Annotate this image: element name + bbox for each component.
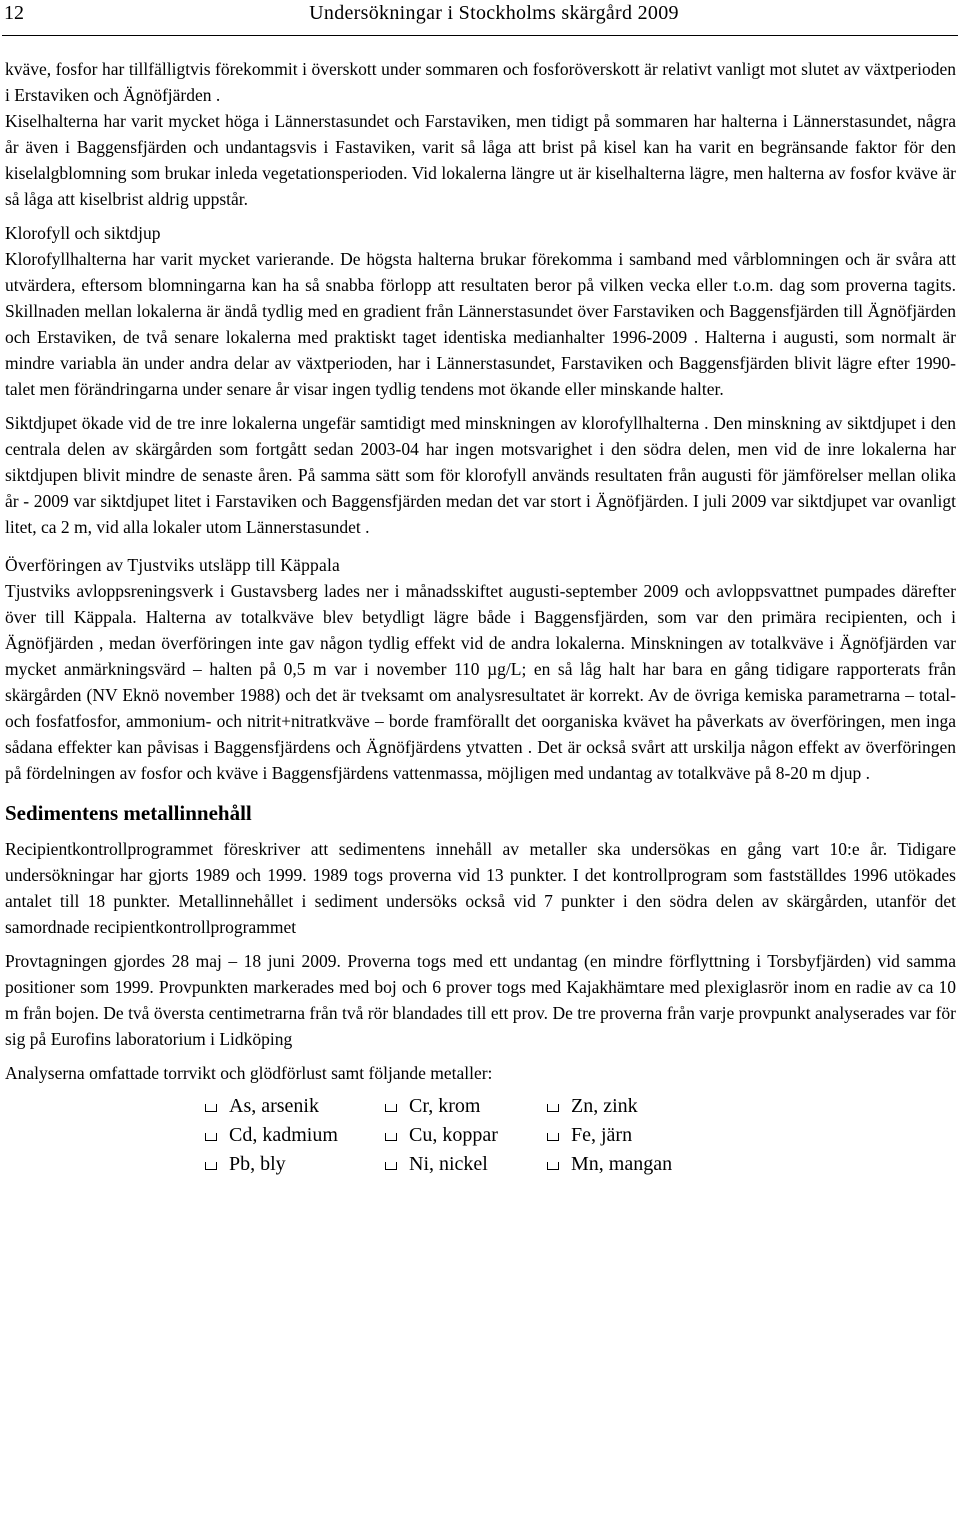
section-subheading: Överföringen av Tjustviks utsläpp till Käppala bbox=[5, 555, 340, 575]
list-item-label: Ni, nickel bbox=[409, 1153, 488, 1175]
list-item-label: Cr, krom bbox=[409, 1095, 481, 1117]
list-item bbox=[385, 1152, 547, 1177]
bullet-icon bbox=[547, 1133, 559, 1141]
paragraph: Kiselhalterna har varit mycket höga i Lännerstasundet och Farstaviken, men tidigt på sommaren har halterna i Lännerstasundet, några år även i Baggensfjärden och undantagsvis i Fastaviken, varit så låga att brist på kisel kan ha varit en begränsande faktor för den kiselalgblomning som brukar inleda vegetationsperioden. Vid lokalerna längre ut är kiselhalterna lägre, men halterna av fosfor kväve är så låga att kiselbrist aldrig uppstår. bbox=[5, 111, 956, 209]
list-item-label: As, arsenik bbox=[229, 1095, 319, 1117]
paragraph: Klorofyllhalterna har varit mycket varierande. De högsta halterna brukar förekomma i samband med vårblomningen och är svåra att utvärdera, eftersom blomningarna kan ha så snabba förlopp att resultaten beror på vilken vecka eller t.o.m. dag som proverna tagits. Skillnaden mellan lokalerna är ändå tydlig med en gradient från Lännerstasundet över Farstaviken och Baggensfjärden till Ägnöfjärden och Erstaviken, de två senare lokalerna med praktiskt taget identiska medianhalter 1996-2009 . Halterna i augusti, som normalt är mindre variabla än under andra delar av växtperioden, har i Lännerstasundet, Farstaviken och Baggensfjärden blivit lägre efter 1990-talet men förändringarna under senare år visar ingen tydlig tendens mot ökande eller minskande halter. bbox=[5, 249, 956, 399]
document-body bbox=[5, 56, 956, 1177]
list-item bbox=[385, 1123, 547, 1148]
metals-list bbox=[205, 1094, 956, 1177]
paragraph: Analyserna omfattade torrvikt och glödförlust samt följande metaller: bbox=[5, 1063, 493, 1083]
bullet-icon bbox=[205, 1162, 217, 1170]
bullet-icon bbox=[547, 1104, 559, 1112]
list-item-label: Zn, zink bbox=[571, 1095, 638, 1117]
list-item bbox=[205, 1123, 385, 1148]
list-item-label: Mn, mangan bbox=[571, 1153, 673, 1175]
bullet-icon bbox=[205, 1104, 217, 1112]
list-item-label: Cd, kadmium bbox=[229, 1124, 338, 1146]
bullet-icon bbox=[205, 1133, 217, 1141]
list-item bbox=[205, 1152, 385, 1177]
list-item bbox=[547, 1123, 747, 1148]
bullet-icon bbox=[385, 1162, 397, 1170]
section-subheading: Klorofyll och siktdjup bbox=[5, 223, 161, 243]
list-item bbox=[385, 1094, 547, 1119]
bullet-icon bbox=[547, 1162, 559, 1170]
header-divider bbox=[2, 35, 958, 36]
list-item bbox=[205, 1094, 385, 1119]
paragraph: Siktdjupet ökade vid de tre inre lokalerna ungefär samtidigt med minskningen av klorofyllhalterna . Den minskning av siktdjupet i den centrala delen av skärgården som fortgått sedan 2003-04 har ingen motsvarighet i den södra delen, men vid de inre lokalerna har siktdjupen blivit mindre de senaste åren. På samma sätt som för klorofyll används resultaten från augusti för jämförelser mellan olika år - 2009 var siktdjupet litet i Farstaviken och Baggensfjärden medan det var stort i Ägnöfjärden. I juli 2009 var siktdjupet var ovanligt litet, ca 2 m, vid alla lokaler utom Lännerstasundet . bbox=[5, 413, 956, 537]
list-item-label: Cu, koppar bbox=[409, 1124, 498, 1146]
page-number: 12 bbox=[4, 2, 24, 24]
list-item-label: Pb, bly bbox=[229, 1153, 286, 1175]
bullet-icon bbox=[385, 1104, 397, 1112]
list-item bbox=[547, 1094, 747, 1119]
bullet-icon bbox=[385, 1133, 397, 1141]
list-item-label: Fe, järn bbox=[571, 1124, 633, 1146]
paragraph: Tjustviks avloppsreningsverk i Gustavsberg lades ner i månadsskiftet augusti-september 2009 och avloppsvattnet pumpades därefter över till Käppala. Halterna av totalkväve blev betydligt lägre både i Baggensfjärden, som var den primära recipienten, och i Ägnöfjärden , medan överföringen inte gav någon tydlig effekt vid de andra lokalerna. Minskningen av totalkväve i Ägnöfjärden var mycket anmärkningsvärd – halten på 0,5 m var i november 110 µg/L; en så låg halt har bara en gång tidigare rapporterats från skärgården (NV Eknö november 1988) och det är tveksamt om analysresultatet är korrekt. Av de övriga kemiska parametrarna – total- och fosfatfosfor, ammonium- och nitrit+nitratkväve – borde framförallt det oorganiska kvävet ha påverkats av överföringen, men inga sådana effekter kan påvisas i Baggensfjärdens och Ägnöfjärdens ytvatten . Det är också svårt att urskilja någon effekt av överföringen på fördelningen av fosfor och kväve i Baggensfjärdens vattenmassa, möjligen med undantag av totalkväve på 8-20 m djup . bbox=[5, 581, 956, 783]
paragraph: kväve, fosfor har tillfälligtvis förekommit i överskott under sommaren och fosforöverskott är relativt vanligt mot slutet av växtperioden i Erstaviken och Ägnöfjärden . bbox=[5, 59, 956, 105]
paragraph: Recipientkontrollprogrammet föreskriver att sedimentens innehåll av metaller ska undersökas en gång vart 10:e år. Tidigare undersökningar har gjorts 1989 och 1999. 1989 togs proverna vid 13 punkter. I det kontrollprogram som fastställdes 1996 utökades antalet till 18 punkter. Metallinnehållet i sediment undersöks också vid 7 punkter i den södra delen av skärgården, utanför det samordnade recipientkontrollprogrammet bbox=[5, 839, 956, 937]
list-item bbox=[547, 1152, 747, 1177]
section-heading: Sedimentens metallinnehåll bbox=[5, 801, 252, 825]
running-title: Undersökningar i Stockholms skärgård 2009 bbox=[309, 2, 679, 24]
paragraph: Provtagningen gjordes 28 maj – 18 juni 2009. Proverna togs med ett undantag (en mindre förflyttning i Torsbyfjärden) vid samma positioner som 1999. Provpunkten markerades med boj och 6 prover togs med Kajakhämtare med plexiglasrör inom en radie av ca 10 m från bojen. De två översta centimetrarna från två rör blandades till ett prov. De tre proverna från varje provpunkt analyserades var för sig på Eurofins laboratorium i Lidköping bbox=[5, 951, 956, 1049]
page-header bbox=[0, 0, 960, 40]
